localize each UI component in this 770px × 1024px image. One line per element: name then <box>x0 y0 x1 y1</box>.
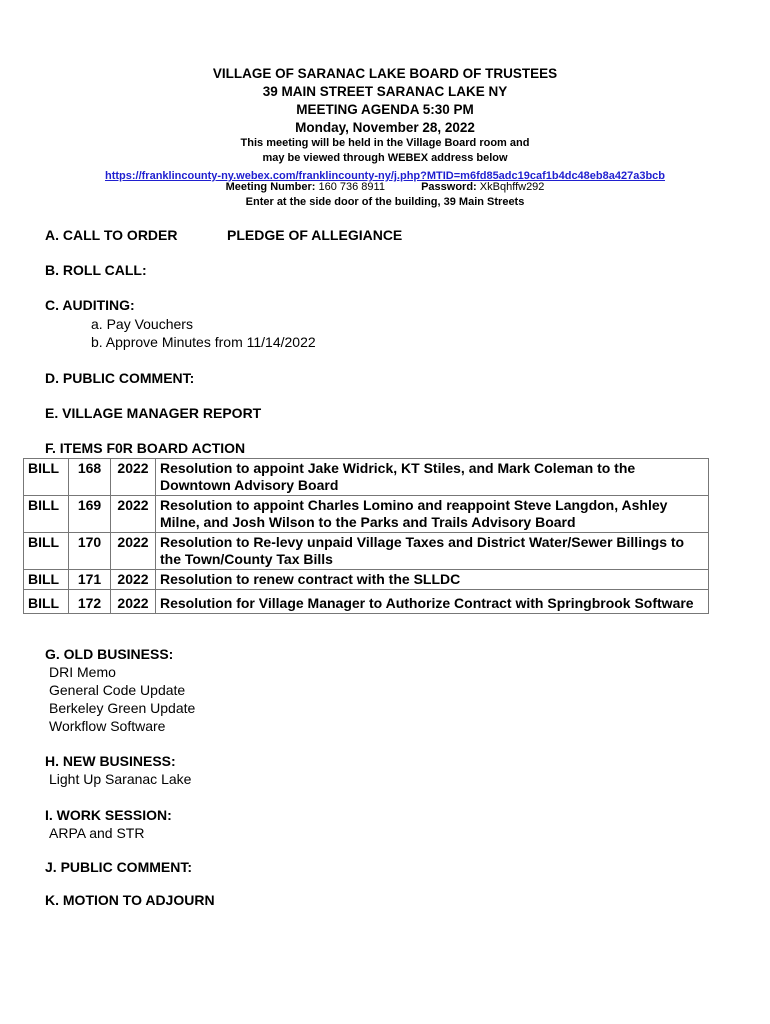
meeting-number: 160 736 8911 <box>318 181 385 193</box>
section-f-board-action: F. ITEMS F0R BOARD ACTION <box>45 440 246 456</box>
section-k-motion-to-adjourn: K. MOTION TO ADJOURN <box>45 892 215 908</box>
password-label: Password: <box>421 181 477 193</box>
section-h-new-business: H. NEW BUSINESS: <box>45 753 176 769</box>
meeting-password: XkBqhffw292 <box>479 181 545 193</box>
table-row <box>24 590 709 614</box>
bill-number: 169 <box>69 496 111 533</box>
bills-table <box>23 458 709 614</box>
section-g-old-business: G. OLD BUSINESS: <box>45 646 174 662</box>
section-d-public-comment: D. PUBLIC COMMENT: <box>45 370 195 386</box>
old-business-item: Workflow Software <box>49 718 166 734</box>
old-business-item: Berkeley Green Update <box>49 700 196 716</box>
bill-resolution: Resolution to appoint Charles Lomino and reappoint Steve Langdon, Ashley Milne, and Josh Wilson to the Parks and Trails Advisory Board <box>156 496 709 533</box>
bill-year: 2022 <box>111 590 156 614</box>
bill-type: BILL <box>24 570 69 590</box>
bill-number: 172 <box>69 590 111 614</box>
section-i-work-session: I. WORK SESSION: <box>45 807 172 823</box>
bill-resolution: Resolution to appoint Jake Widrick, KT Stiles, and Mark Coleman to the Downtown Advisory Board <box>156 459 709 496</box>
bill-year: 2022 <box>111 533 156 570</box>
bill-resolution: Resolution for Village Manager to Authorize Contract with Springbrook Software <box>156 590 709 614</box>
bill-number: 171 <box>69 570 111 590</box>
bill-type: BILL <box>24 533 69 570</box>
entry-note: Enter at the side door of the building, 39 Main Streets <box>245 196 525 208</box>
bill-year: 2022 <box>111 570 156 590</box>
agenda-location-note: This meeting will be held in the Village Board room and <box>240 137 530 149</box>
table-row <box>24 496 709 533</box>
table-row <box>24 570 709 590</box>
section-j-public-comment: J. PUBLIC COMMENT: <box>45 859 192 875</box>
new-business-item: Light Up Saranac Lake <box>49 771 192 787</box>
auditing-item: a. Pay Vouchers <box>91 316 193 332</box>
bill-year: 2022 <box>111 496 156 533</box>
bill-number: 170 <box>69 533 111 570</box>
section-b-roll-call: B. ROLL CALL: <box>45 262 147 278</box>
section-c-auditing: C. AUDITING: <box>45 297 135 313</box>
meeting-number-label: Meeting Number: <box>225 181 316 193</box>
bill-resolution: Resolution to renew contract with the SLLDC <box>156 570 709 590</box>
old-business-item: DRI Memo <box>49 664 116 680</box>
meeting-credentials <box>0 181 770 193</box>
work-session-item: ARPA and STR <box>49 825 145 841</box>
bill-year: 2022 <box>111 459 156 496</box>
table-row <box>24 533 709 570</box>
bill-type: BILL <box>24 496 69 533</box>
section-e-village-manager-report: E. VILLAGE MANAGER REPORT <box>45 405 262 421</box>
bill-number: 168 <box>69 459 111 496</box>
section-a-call-to-order: A. CALL TO ORDER <box>45 227 178 243</box>
webex-link[interactable]: https://franklincounty-ny.webex.com/franklincounty-ny/j.php?MTID=m6fd85adc19caf1b4dc48eb8a427a3bcb <box>104 170 666 182</box>
agenda-date: Monday, November 28, 2022 <box>295 120 475 135</box>
auditing-item: b. Approve Minutes from 11/14/2022 <box>91 334 316 350</box>
agenda-address: 39 MAIN STREET SARANAC LAKE NY <box>262 84 508 99</box>
table-row <box>24 459 709 496</box>
bill-type: BILL <box>24 590 69 614</box>
agenda-meeting-time: MEETING AGENDA 5:30 PM <box>296 102 474 117</box>
agenda-title: VILLAGE OF SARANAC LAKE BOARD OF TRUSTEES <box>212 66 558 81</box>
old-business-item: General Code Update <box>49 682 186 698</box>
agenda-webex-note: may be viewed through WEBEX address below <box>262 152 508 164</box>
bill-type: BILL <box>24 459 69 496</box>
bill-resolution: Resolution to Re-levy unpaid Village Taxes and District Water/Sewer Billings to the Town/County Tax Bills <box>156 533 709 570</box>
pledge-of-allegiance: PLEDGE OF ALLEGIANCE <box>227 227 403 243</box>
